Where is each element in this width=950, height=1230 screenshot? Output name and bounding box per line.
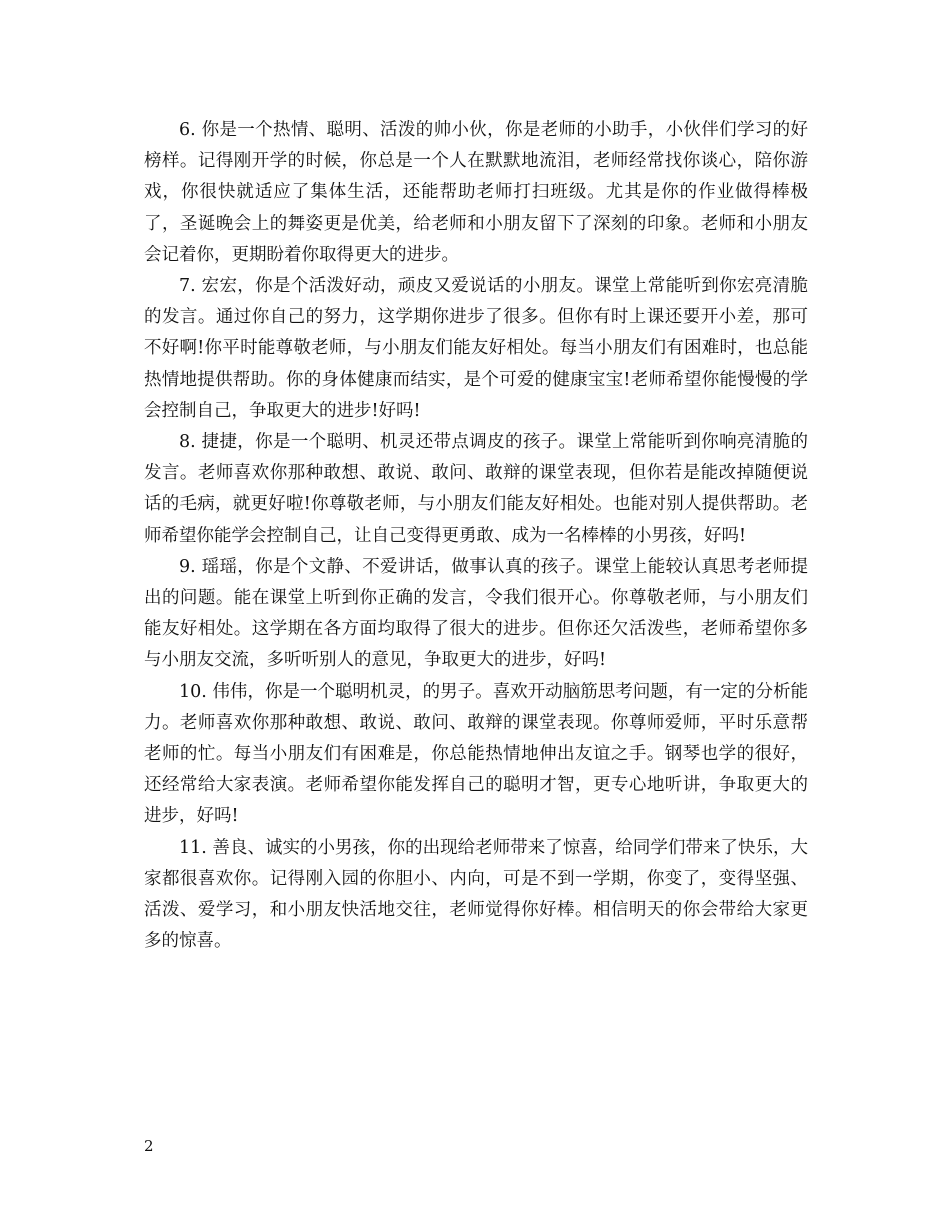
document-body xyxy=(144,115,808,957)
paragraph-9: 9. 瑶瑶，你是个文静、不爱讲话，做事认真的孩子。课堂上能较认真思考老师提出的问题。能在课堂上听到你正确的发言，令我们很开心。你尊敬老师，与小朋友们能友好相处。这学期在各方面均取得了很大的进步。但你还欠活泼些，老师希望你多与小朋友交流，多听听别人的意见，争取更大的进步，好吗! xyxy=(144,556,808,671)
paragraph-11: 11. 善良、诚实的小男孩，你的出现给老师带来了惊喜，给同学们带来了快乐，大家都很喜欢你。记得刚入园的你胆小、内向，可是不到一学期，你变了，变得坚强、活泼、爱学习，和小朋友快活地交往，老师觉得你好棒。相信明天的你会带给大家更多的惊喜。 xyxy=(144,837,808,952)
paragraph-6: 6. 你是一个热情、聪明、活泼的帅小伙，你是老师的小助手，小伙伴们学习的好榜样。记得刚开学的时候，你总是一个人在默默地流泪，老师经常找你谈心，陪你游戏，你很快就适应了集体生活，还能帮助老师打扫班级。尤其是你的作业做得棒极了，圣诞晚会上的舞姿更是优美，给老师和小朋友留下了深刻的印象。老师和小朋友会记着你，更期盼着你取得更大的进步。 xyxy=(144,120,808,265)
paragraph-8: 8. 捷捷，你是一个聪明、机灵还带点调皮的孩子。课堂上常能听到你响亮清脆的发言。老师喜欢你那种敢想、敢说、敢问、敢辩的课堂表现，但你若是能改掉随便说话的毛病，就更好啦!你尊敬老师，与小朋友们能友好相处。也能对别人提供帮助。老师希望你能学会控制自己，让自己变得更勇敢、成为一名棒棒的小男孩，好吗! xyxy=(144,432,808,546)
paragraph-7: 7. 宏宏，你是个活泼好动，顽皮又爱说话的小朋友。课堂上常能听到你宏亮清脆的发言。通过你自己的努力，这学期你进步了很多。但你有时上课还要开小差，那可不好啊!你平时能尊敬老师，与小朋友们能友好相处。每当小朋友们有困难时，也总能热情地提供帮助。你的身体健康而结实，是个可爱的健康宝宝!老师希望你能慢慢的学会控制自己，争取更大的进步!好吗! xyxy=(144,276,808,421)
paragraph-10: 10. 伟伟，你是一个聪明机灵，的男子。喜欢开动脑筋思考问题，有一定的分析能力。老师喜欢你那种敢想、敢说、敢问、敢辩的课堂表现。你尊师爱师，平时乐意帮老师的忙。每当小朋友们有困难是，你总能热情地伸出友谊之手。钢琴也学的很好，还经常给大家表演。老师希望你能发挥自己的聪明才智，更专心地听讲，争取更大的进步，好吗! xyxy=(144,681,808,827)
page-number: 2 xyxy=(144,1137,154,1155)
